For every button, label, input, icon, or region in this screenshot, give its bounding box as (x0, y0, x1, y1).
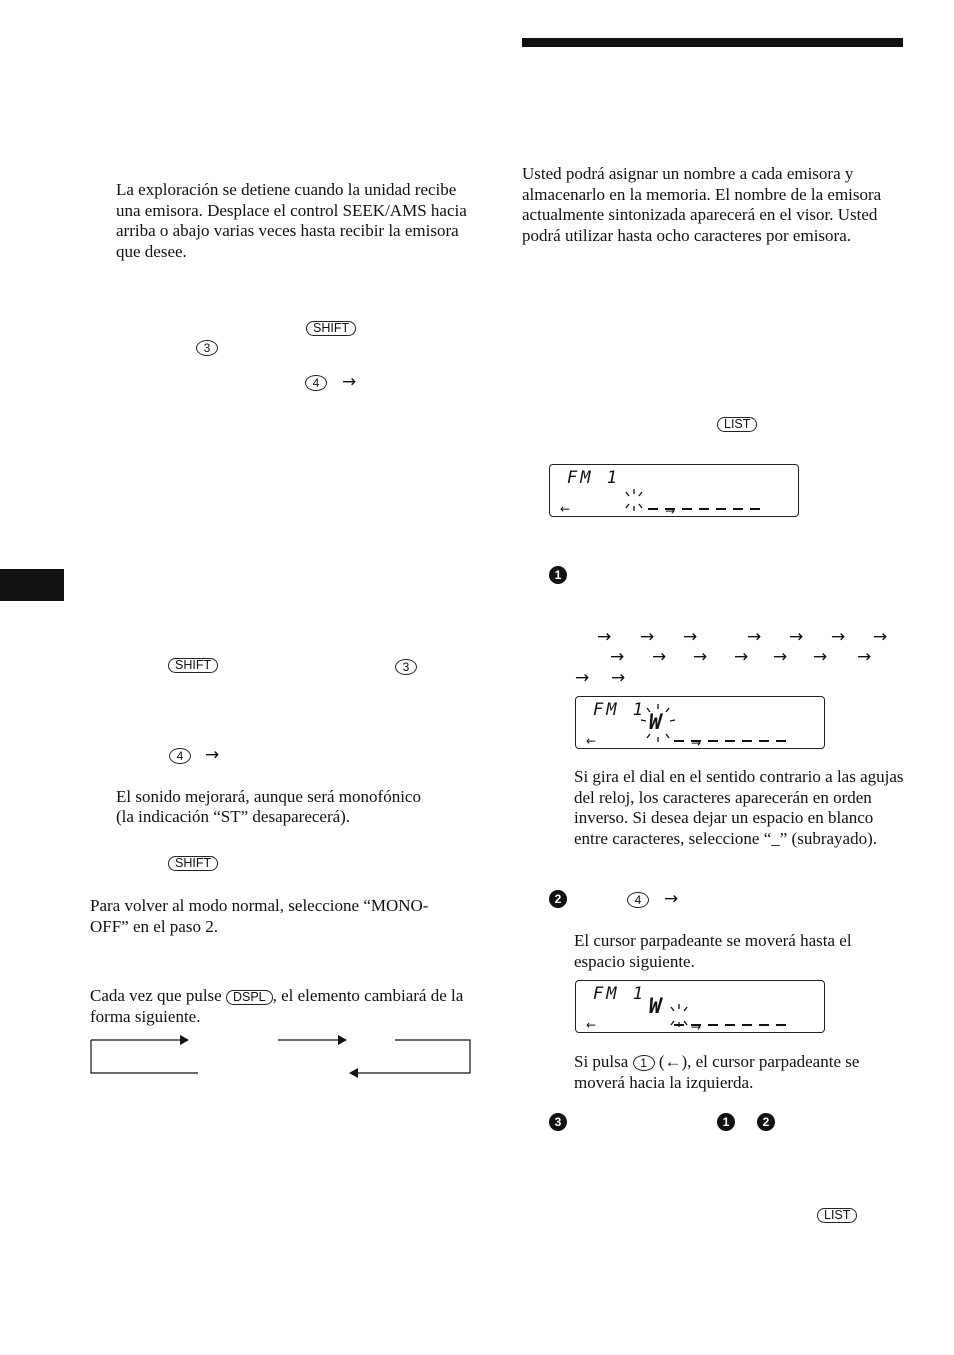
left-arrow-icon: ← (586, 734, 597, 748)
lcd-char-w: W (649, 710, 662, 734)
mono-line-1: El sonido mejorará, aunque será monofónico (116, 787, 421, 806)
step-bullet-2: 2 (757, 1113, 775, 1131)
right-arrow-icon: → (691, 1020, 702, 1034)
left-arrow-icon: ← (586, 1018, 597, 1032)
step2-note: El cursor parpadeante se moverá hasta el espacio siguiente. (574, 931, 852, 971)
intro-paragraph: Usted podrá asignar un nombre a cada emisora y almacenarlo en la memoria. El nombre de la emisora actualmente sintonizada aparecerá en el visor. Usted podrá utilizar hasta ocho caracteres por emisora. (522, 164, 882, 245)
key-4: 4 (627, 892, 649, 908)
blink-cursor-icon (618, 487, 650, 513)
step-bullet-2: 2 (549, 890, 567, 908)
right-arrow-icon: → (665, 504, 676, 518)
right-arrow-icon: → (691, 736, 702, 750)
step-bullet-3: 3 (549, 1113, 567, 1131)
display-cycle-diagram (88, 1032, 474, 1078)
dspl-paragraph: Cada vez que pulse DSPL , el elemento cambiará de la forma siguiente. (90, 986, 464, 1026)
key-4: 4 (305, 375, 327, 391)
lcd-display-1: FM 1 ← → (549, 464, 799, 517)
shift-key: SHIFT (168, 856, 218, 871)
step-bullet-1: 1 (717, 1113, 735, 1131)
mono-line-2: (la indicación “ST” desaparecerá). (116, 807, 351, 826)
dspl-key: DSPL (226, 990, 273, 1005)
key-3: 3 (196, 340, 218, 356)
list-key: LIST (717, 417, 757, 432)
right-arrow: → (664, 889, 679, 909)
list-key: LIST (817, 1208, 857, 1223)
lcd-char-w: W (649, 994, 662, 1018)
shift-key: SHIFT (168, 658, 218, 673)
scan-paragraph: La exploración se detiene cuando la unidad recibe una emisora. Desplace el control SEEK/AMS hacia arriba o abajo varias veces hasta recibir la emisora que desee. (116, 180, 467, 261)
step1-note: Si gira el dial en el sentido contrario a las agujas del reloj, los caracteres aparecerán en orden inverso. Si desea dejar un espacio en blanco entre caracteres, seleccione “_” (subrayado). (574, 767, 904, 848)
section-rule (522, 38, 903, 47)
step-bullet-1: 1 (549, 566, 567, 584)
key-4: 4 (169, 748, 191, 764)
normal-mode-paragraph: Para volver al modo normal, seleccione “MONO-OFF” en el paso 2. (90, 896, 429, 936)
section-tab (0, 569, 64, 601)
lcd-display-2: FM 1 W ← → (575, 696, 825, 749)
lcd-display-3: FM 1 W ← → (575, 980, 825, 1033)
key-3: 3 (395, 659, 417, 675)
left-cursor-note: Si pulsa 1 (←), el cursor parpadeante se moverá hacia la izquierda. (574, 1052, 860, 1092)
right-arrow: → (342, 372, 357, 392)
key-1: 1 (633, 1055, 655, 1071)
shift-key: SHIFT (306, 321, 356, 336)
right-arrow: → (205, 745, 220, 765)
left-arrow-icon: ← (560, 502, 571, 516)
